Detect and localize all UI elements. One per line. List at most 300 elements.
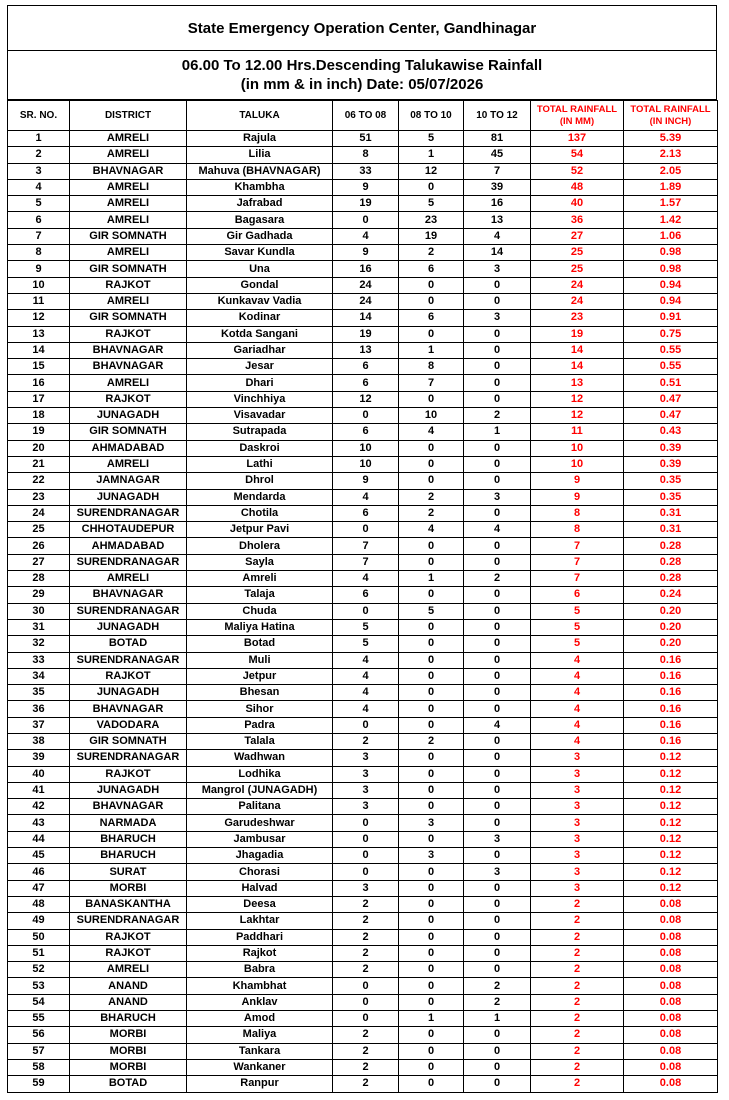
10-to-12-cell: 0 xyxy=(464,1059,531,1075)
district-cell: AMRELI xyxy=(70,571,187,587)
sr-no-cell: 41 xyxy=(8,782,70,798)
sr-no-cell: 37 xyxy=(8,717,70,733)
06-to-08-cell: 4 xyxy=(333,489,399,505)
sr-no-cell: 21 xyxy=(8,456,70,472)
06-to-08-cell: 19 xyxy=(333,196,399,212)
total-inch-cell: 0.12 xyxy=(624,799,718,815)
total-inch-cell: 0.08 xyxy=(624,896,718,912)
district-cell: JUNAGADH xyxy=(70,782,187,798)
06-to-08-cell: 2 xyxy=(333,1027,399,1043)
total-mm-cell: 3 xyxy=(531,782,624,798)
district-cell: ANAND xyxy=(70,994,187,1010)
08-to-10-cell: 0 xyxy=(399,652,464,668)
taluka-cell: Halvad xyxy=(187,880,333,896)
header-district: DISTRICT xyxy=(70,101,187,131)
10-to-12-cell: 0 xyxy=(464,277,531,293)
district-cell: JUNAGADH xyxy=(70,489,187,505)
table-row xyxy=(8,782,718,798)
06-to-08-cell: 0 xyxy=(333,994,399,1010)
total-mm-cell: 4 xyxy=(531,701,624,717)
08-to-10-cell: 5 xyxy=(399,131,464,147)
10-to-12-cell: 0 xyxy=(464,799,531,815)
06-to-08-cell: 3 xyxy=(333,880,399,896)
table-row xyxy=(8,179,718,195)
08-to-10-cell: 0 xyxy=(399,440,464,456)
08-to-10-cell: 0 xyxy=(399,750,464,766)
header-taluka: TALUKA xyxy=(187,101,333,131)
10-to-12-cell: 1 xyxy=(464,424,531,440)
taluka-cell: Sayla xyxy=(187,554,333,570)
sr-no-cell: 23 xyxy=(8,489,70,505)
district-cell: RAJKOT xyxy=(70,668,187,684)
taluka-cell: Savar Kundla xyxy=(187,245,333,261)
taluka-cell: Talala xyxy=(187,733,333,749)
total-mm-cell: 137 xyxy=(531,131,624,147)
06-to-08-cell: 0 xyxy=(333,212,399,228)
06-to-08-cell: 24 xyxy=(333,293,399,309)
table-row xyxy=(8,245,718,261)
total-inch-cell: 0.12 xyxy=(624,864,718,880)
08-to-10-cell: 6 xyxy=(399,310,464,326)
taluka-cell: Amreli xyxy=(187,571,333,587)
08-to-10-cell: 6 xyxy=(399,261,464,277)
sr-no-cell: 32 xyxy=(8,636,70,652)
sr-no-cell: 11 xyxy=(8,293,70,309)
total-inch-cell: 0.12 xyxy=(624,750,718,766)
rainfall-report xyxy=(7,5,717,1093)
06-to-08-cell: 6 xyxy=(333,359,399,375)
total-mm-cell: 3 xyxy=(531,766,624,782)
08-to-10-cell: 0 xyxy=(399,473,464,489)
total-mm-cell: 3 xyxy=(531,831,624,847)
08-to-10-cell: 0 xyxy=(399,587,464,603)
district-cell: SURENDRANAGAR xyxy=(70,554,187,570)
sr-no-cell: 13 xyxy=(8,326,70,342)
06-to-08-cell: 13 xyxy=(333,342,399,358)
district-cell: SURENDRANAGAR xyxy=(70,913,187,929)
sr-no-cell: 27 xyxy=(8,554,70,570)
total-inch-cell: 0.16 xyxy=(624,701,718,717)
10-to-12-cell: 3 xyxy=(464,864,531,880)
total-inch-cell: 0.08 xyxy=(624,1027,718,1043)
08-to-10-cell: 0 xyxy=(399,1059,464,1075)
district-cell: GIR SOMNATH xyxy=(70,424,187,440)
total-mm-cell: 14 xyxy=(531,359,624,375)
total-inch-cell: 0.28 xyxy=(624,554,718,570)
district-cell: JUNAGADH xyxy=(70,619,187,635)
06-to-08-cell: 3 xyxy=(333,750,399,766)
10-to-12-cell: 0 xyxy=(464,1043,531,1059)
table-row xyxy=(8,326,718,342)
06-to-08-cell: 16 xyxy=(333,261,399,277)
taluka-cell: Lakhtar xyxy=(187,913,333,929)
taluka-cell: Jafrabad xyxy=(187,196,333,212)
sr-no-cell: 35 xyxy=(8,685,70,701)
08-to-10-cell: 0 xyxy=(399,1027,464,1043)
district-cell: AMRELI xyxy=(70,245,187,261)
total-inch-cell: 0.12 xyxy=(624,766,718,782)
total-inch-cell: 0.08 xyxy=(624,1059,718,1075)
10-to-12-cell: 0 xyxy=(464,896,531,912)
08-to-10-cell: 0 xyxy=(399,685,464,701)
08-to-10-cell: 3 xyxy=(399,815,464,831)
10-to-12-cell: 3 xyxy=(464,261,531,277)
table-row xyxy=(8,342,718,358)
table-row xyxy=(8,408,718,424)
06-to-08-cell: 10 xyxy=(333,456,399,472)
08-to-10-cell: 0 xyxy=(399,799,464,815)
taluka-cell: Mahuva (BHAVNAGAR) xyxy=(187,163,333,179)
table-row xyxy=(8,163,718,179)
08-to-10-cell: 0 xyxy=(399,994,464,1010)
taluka-cell: Dholera xyxy=(187,538,333,554)
table-row xyxy=(8,733,718,749)
total-inch-cell: 0.20 xyxy=(624,619,718,635)
table-row xyxy=(8,864,718,880)
total-mm-cell: 4 xyxy=(531,652,624,668)
total-mm-cell: 3 xyxy=(531,880,624,896)
district-cell: BANASKANTHA xyxy=(70,896,187,912)
06-to-08-cell: 2 xyxy=(333,1043,399,1059)
06-to-08-cell: 4 xyxy=(333,571,399,587)
06-to-08-cell: 2 xyxy=(333,1059,399,1075)
08-to-10-cell: 19 xyxy=(399,228,464,244)
06-to-08-cell: 12 xyxy=(333,391,399,407)
08-to-10-cell: 12 xyxy=(399,163,464,179)
header-sr-no: SR. NO. xyxy=(8,101,70,131)
sr-no-cell: 33 xyxy=(8,652,70,668)
taluka-cell: Daskroi xyxy=(187,440,333,456)
total-mm-cell: 12 xyxy=(531,391,624,407)
table-row xyxy=(8,636,718,652)
total-inch-cell: 0.98 xyxy=(624,261,718,277)
sr-no-cell: 30 xyxy=(8,603,70,619)
10-to-12-cell: 0 xyxy=(464,962,531,978)
taluka-cell: Khambha xyxy=(187,179,333,195)
total-inch-cell: 0.08 xyxy=(624,978,718,994)
06-to-08-cell: 2 xyxy=(333,896,399,912)
sr-no-cell: 7 xyxy=(8,228,70,244)
table-row xyxy=(8,424,718,440)
sr-no-cell: 16 xyxy=(8,375,70,391)
table-row xyxy=(8,929,718,945)
taluka-cell: Bagasara xyxy=(187,212,333,228)
sr-no-cell: 36 xyxy=(8,701,70,717)
10-to-12-cell: 0 xyxy=(464,554,531,570)
sr-no-cell: 43 xyxy=(8,815,70,831)
sr-no-cell: 38 xyxy=(8,733,70,749)
district-cell: MORBI xyxy=(70,1027,187,1043)
total-inch-cell: 0.08 xyxy=(624,913,718,929)
sr-no-cell: 48 xyxy=(8,896,70,912)
total-inch-cell: 0.12 xyxy=(624,815,718,831)
total-mm-cell: 7 xyxy=(531,554,624,570)
10-to-12-cell: 0 xyxy=(464,733,531,749)
total-mm-cell: 2 xyxy=(531,1027,624,1043)
10-to-12-cell: 0 xyxy=(464,782,531,798)
10-to-12-cell: 0 xyxy=(464,391,531,407)
table-row xyxy=(8,391,718,407)
total-inch-cell: 0.08 xyxy=(624,929,718,945)
total-inch-cell: 0.51 xyxy=(624,375,718,391)
10-to-12-cell: 45 xyxy=(464,147,531,163)
taluka-cell: Chotila xyxy=(187,505,333,521)
sr-no-cell: 57 xyxy=(8,1043,70,1059)
06-to-08-cell: 7 xyxy=(333,554,399,570)
table-row xyxy=(8,456,718,472)
sr-no-cell: 40 xyxy=(8,766,70,782)
08-to-10-cell: 2 xyxy=(399,733,464,749)
total-inch-cell: 0.16 xyxy=(624,733,718,749)
08-to-10-cell: 0 xyxy=(399,880,464,896)
taluka-cell: Babra xyxy=(187,962,333,978)
report-subtitle-line1: 06.00 To 12.00 Hrs.Descending Talukawise Rainfall xyxy=(181,57,543,74)
table-row xyxy=(8,1027,718,1043)
total-inch-cell: 1.89 xyxy=(624,179,718,195)
08-to-10-cell: 1 xyxy=(399,1011,464,1027)
district-cell: AMRELI xyxy=(70,131,187,147)
06-to-08-cell: 0 xyxy=(333,831,399,847)
08-to-10-cell: 3 xyxy=(399,848,464,864)
total-mm-cell: 2 xyxy=(531,929,624,945)
table-row xyxy=(8,603,718,619)
taluka-cell: Rajkot xyxy=(187,945,333,961)
district-cell: AMRELI xyxy=(70,212,187,228)
district-cell: MORBI xyxy=(70,880,187,896)
10-to-12-cell: 0 xyxy=(464,750,531,766)
report-title: State Emergency Operation Center, Gandhinagar xyxy=(187,19,537,37)
total-mm-cell: 19 xyxy=(531,326,624,342)
total-inch-cell: 0.08 xyxy=(624,1076,718,1092)
total-mm-cell: 3 xyxy=(531,750,624,766)
total-inch-cell: 5.39 xyxy=(624,131,718,147)
district-cell: BHAVNAGAR xyxy=(70,799,187,815)
10-to-12-cell: 81 xyxy=(464,131,531,147)
total-inch-cell: 0.08 xyxy=(624,962,718,978)
header-total-mm-line1: TOTAL RAINFALL xyxy=(536,103,618,115)
06-to-08-cell: 6 xyxy=(333,587,399,603)
district-cell: SURENDRANAGAR xyxy=(70,603,187,619)
08-to-10-cell: 0 xyxy=(399,456,464,472)
district-cell: JUNAGADH xyxy=(70,685,187,701)
sr-no-cell: 34 xyxy=(8,668,70,684)
district-cell: JUNAGADH xyxy=(70,408,187,424)
district-cell: GIR SOMNATH xyxy=(70,733,187,749)
10-to-12-cell: 4 xyxy=(464,522,531,538)
sr-no-cell: 42 xyxy=(8,799,70,815)
sr-no-cell: 51 xyxy=(8,945,70,961)
table-row xyxy=(8,554,718,570)
taluka-cell: Wankaner xyxy=(187,1059,333,1075)
sr-no-cell: 6 xyxy=(8,212,70,228)
table-row xyxy=(8,913,718,929)
06-to-08-cell: 9 xyxy=(333,473,399,489)
08-to-10-cell: 0 xyxy=(399,978,464,994)
table-row xyxy=(8,1011,718,1027)
table-row xyxy=(8,228,718,244)
total-inch-cell: 0.31 xyxy=(624,522,718,538)
table-row xyxy=(8,799,718,815)
district-cell: GIR SOMNATH xyxy=(70,310,187,326)
total-inch-cell: 0.39 xyxy=(624,440,718,456)
taluka-cell: Lilia xyxy=(187,147,333,163)
10-to-12-cell: 0 xyxy=(464,945,531,961)
total-mm-cell: 23 xyxy=(531,310,624,326)
06-to-08-cell: 2 xyxy=(333,929,399,945)
taluka-cell: Vinchhiya xyxy=(187,391,333,407)
06-to-08-cell: 6 xyxy=(333,375,399,391)
total-mm-cell: 2 xyxy=(531,945,624,961)
total-inch-cell: 2.05 xyxy=(624,163,718,179)
10-to-12-cell: 2 xyxy=(464,978,531,994)
06-to-08-cell: 5 xyxy=(333,636,399,652)
table-row xyxy=(8,1059,718,1075)
district-cell: AMRELI xyxy=(70,196,187,212)
taluka-cell: Gir Gadhada xyxy=(187,228,333,244)
district-cell: BHAVNAGAR xyxy=(70,359,187,375)
10-to-12-cell: 3 xyxy=(464,489,531,505)
06-to-08-cell: 4 xyxy=(333,652,399,668)
total-inch-cell: 0.24 xyxy=(624,587,718,603)
10-to-12-cell: 0 xyxy=(464,636,531,652)
06-to-08-cell: 14 xyxy=(333,310,399,326)
table-row xyxy=(8,701,718,717)
total-inch-cell: 0.16 xyxy=(624,668,718,684)
table-row xyxy=(8,978,718,994)
total-inch-cell: 0.12 xyxy=(624,782,718,798)
total-inch-cell: 0.16 xyxy=(624,652,718,668)
sr-no-cell: 9 xyxy=(8,261,70,277)
08-to-10-cell: 0 xyxy=(399,179,464,195)
10-to-12-cell: 3 xyxy=(464,831,531,847)
10-to-12-cell: 0 xyxy=(464,1027,531,1043)
district-cell: RAJKOT xyxy=(70,326,187,342)
total-inch-cell: 1.06 xyxy=(624,228,718,244)
sr-no-cell: 25 xyxy=(8,522,70,538)
10-to-12-cell: 4 xyxy=(464,717,531,733)
taluka-cell: Bhesan xyxy=(187,685,333,701)
total-inch-cell: 1.42 xyxy=(624,212,718,228)
district-cell: RAJKOT xyxy=(70,766,187,782)
total-inch-cell: 0.47 xyxy=(624,391,718,407)
table-row xyxy=(8,962,718,978)
table-row xyxy=(8,359,718,375)
06-to-08-cell: 7 xyxy=(333,538,399,554)
district-cell: BOTAD xyxy=(70,1076,187,1092)
10-to-12-cell: 39 xyxy=(464,179,531,195)
taluka-cell: Palitana xyxy=(187,799,333,815)
total-mm-cell: 2 xyxy=(531,896,624,912)
taluka-cell: Visavadar xyxy=(187,408,333,424)
total-mm-cell: 9 xyxy=(531,489,624,505)
table-row xyxy=(8,668,718,684)
total-mm-cell: 3 xyxy=(531,799,624,815)
total-mm-cell: 2 xyxy=(531,913,624,929)
district-cell: SURENDRANAGAR xyxy=(70,505,187,521)
sr-no-cell: 44 xyxy=(8,831,70,847)
sr-no-cell: 39 xyxy=(8,750,70,766)
08-to-10-cell: 7 xyxy=(399,375,464,391)
total-inch-cell: 0.16 xyxy=(624,685,718,701)
total-mm-cell: 25 xyxy=(531,245,624,261)
total-inch-cell: 0.20 xyxy=(624,636,718,652)
10-to-12-cell: 0 xyxy=(464,701,531,717)
taluka-cell: Tankara xyxy=(187,1043,333,1059)
total-mm-cell: 24 xyxy=(531,277,624,293)
10-to-12-cell: 0 xyxy=(464,326,531,342)
08-to-10-cell: 0 xyxy=(399,782,464,798)
table-row xyxy=(8,880,718,896)
total-inch-cell: 0.94 xyxy=(624,277,718,293)
sr-no-cell: 53 xyxy=(8,978,70,994)
taluka-cell: Padra xyxy=(187,717,333,733)
10-to-12-cell: 0 xyxy=(464,652,531,668)
report-subtitle-box xyxy=(7,51,717,100)
sr-no-cell: 29 xyxy=(8,587,70,603)
06-to-08-cell: 2 xyxy=(333,1076,399,1092)
06-to-08-cell: 6 xyxy=(333,505,399,521)
taluka-cell: Wadhwan xyxy=(187,750,333,766)
sr-no-cell: 5 xyxy=(8,196,70,212)
total-mm-cell: 14 xyxy=(531,342,624,358)
08-to-10-cell: 1 xyxy=(399,571,464,587)
taluka-cell: Kotda Sangani xyxy=(187,326,333,342)
taluka-cell: Lathi xyxy=(187,456,333,472)
taluka-cell: Chorasi xyxy=(187,864,333,880)
district-cell: SURENDRANAGAR xyxy=(70,750,187,766)
district-cell: CHHOTAUDEPUR xyxy=(70,522,187,538)
district-cell: AHMADABAD xyxy=(70,440,187,456)
table-row xyxy=(8,293,718,309)
08-to-10-cell: 0 xyxy=(399,864,464,880)
06-to-08-cell: 0 xyxy=(333,603,399,619)
10-to-12-cell: 0 xyxy=(464,913,531,929)
table-row xyxy=(8,212,718,228)
06-to-08-cell: 0 xyxy=(333,717,399,733)
district-cell: RAJKOT xyxy=(70,945,187,961)
total-inch-cell: 0.47 xyxy=(624,408,718,424)
10-to-12-cell: 7 xyxy=(464,163,531,179)
10-to-12-cell: 0 xyxy=(464,685,531,701)
total-mm-cell: 12 xyxy=(531,408,624,424)
table-row xyxy=(8,196,718,212)
08-to-10-cell: 0 xyxy=(399,277,464,293)
total-inch-cell: 0.12 xyxy=(624,848,718,864)
total-mm-cell: 9 xyxy=(531,473,624,489)
06-to-08-cell: 3 xyxy=(333,782,399,798)
table-row xyxy=(8,994,718,1010)
header-06-to-08: 06 TO 08 xyxy=(333,101,399,131)
total-mm-cell: 4 xyxy=(531,685,624,701)
total-inch-cell: 0.08 xyxy=(624,1011,718,1027)
10-to-12-cell: 0 xyxy=(464,766,531,782)
total-mm-cell: 40 xyxy=(531,196,624,212)
taluka-cell: Una xyxy=(187,261,333,277)
taluka-cell: Lodhika xyxy=(187,766,333,782)
total-inch-cell: 0.08 xyxy=(624,1043,718,1059)
06-to-08-cell: 51 xyxy=(333,131,399,147)
taluka-cell: Gariadhar xyxy=(187,342,333,358)
district-cell: BHAVNAGAR xyxy=(70,163,187,179)
08-to-10-cell: 0 xyxy=(399,391,464,407)
taluka-cell: Kodinar xyxy=(187,310,333,326)
district-cell: RAJKOT xyxy=(70,391,187,407)
taluka-cell: Dhrol xyxy=(187,473,333,489)
table-row xyxy=(8,147,718,163)
taluka-cell: Muli xyxy=(187,652,333,668)
district-cell: VADODARA xyxy=(70,717,187,733)
taluka-cell: Anklav xyxy=(187,994,333,1010)
